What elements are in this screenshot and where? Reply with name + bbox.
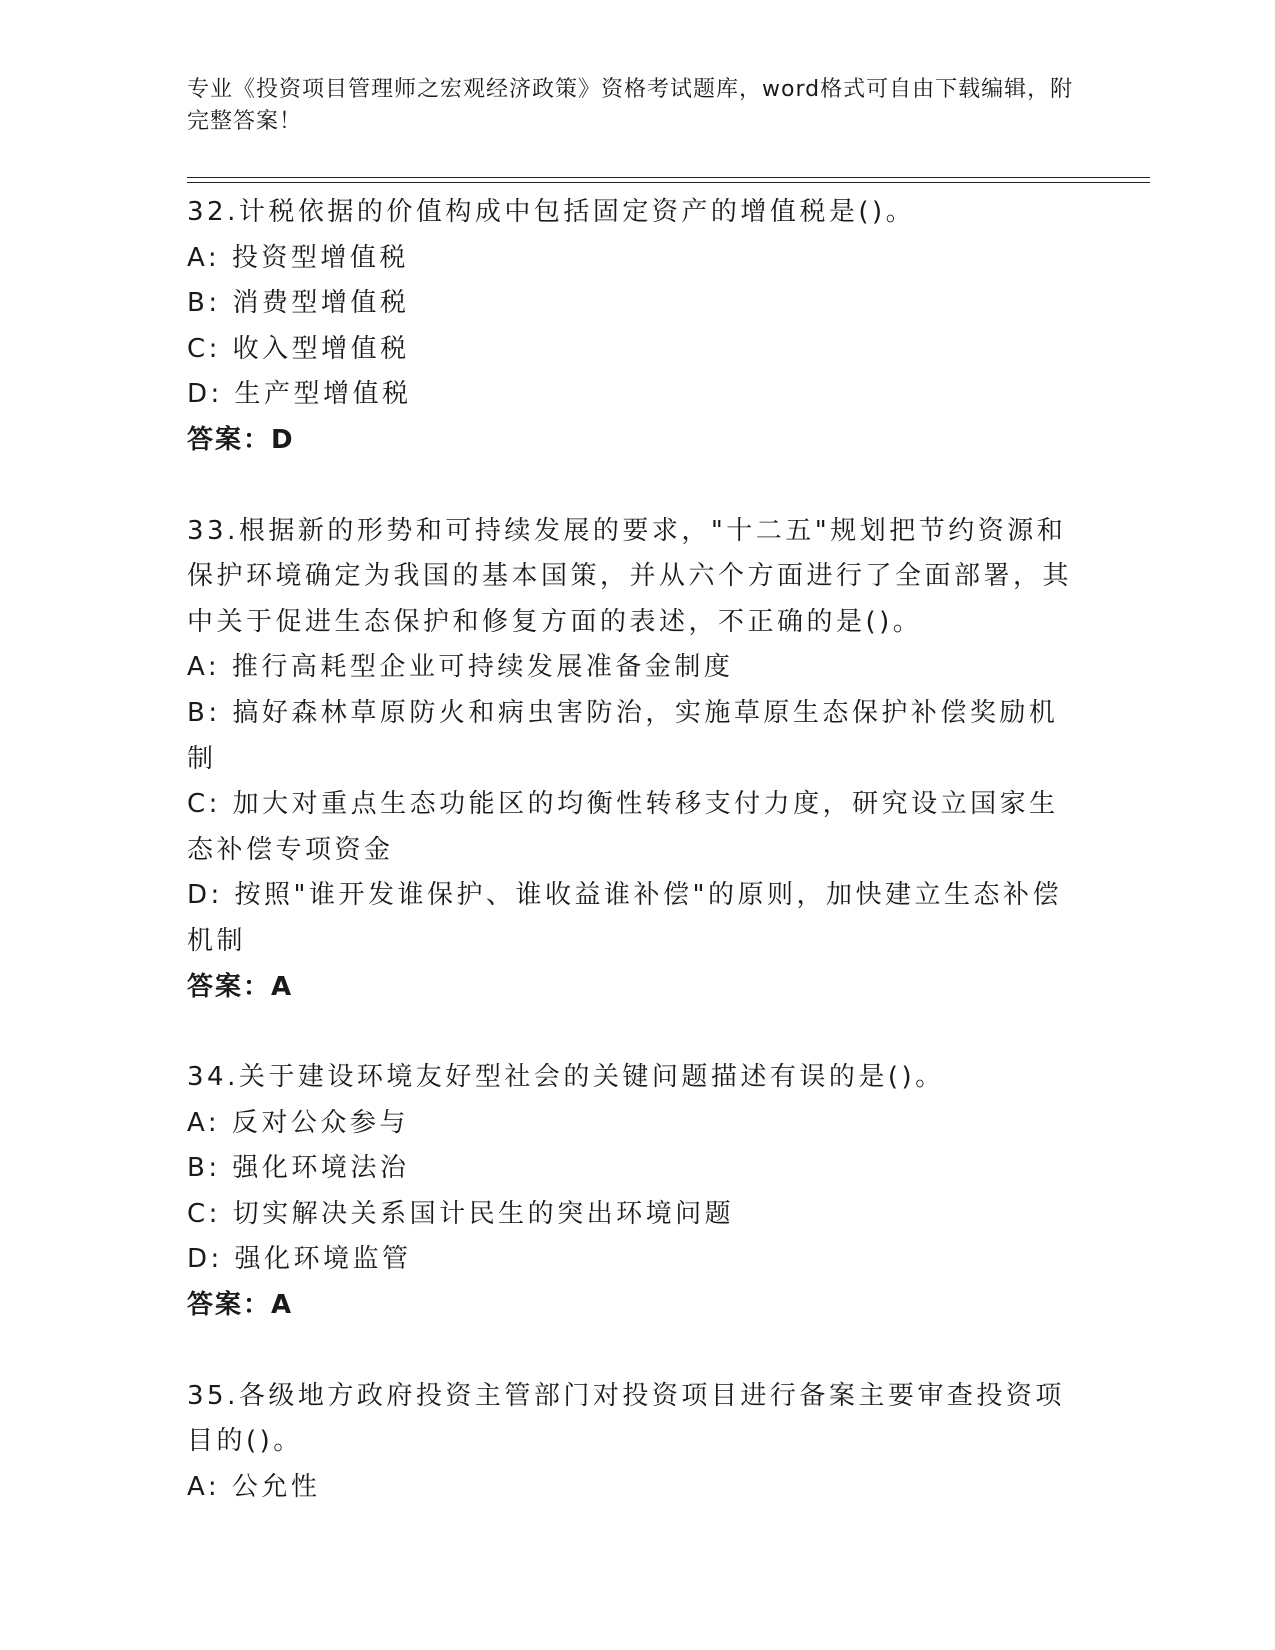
answer-label: 答案：D — [187, 424, 295, 455]
option-c: C: 切实解决关系国计民生的突出环境问题 — [187, 1198, 735, 1229]
option-d: D: 生产型增值税 — [187, 379, 412, 410]
option-a: A: 反对公众参与 — [187, 1107, 409, 1138]
question-stem: 33.根据新的形势和可持续发展的要求，"十二五"规划把节约资源和保护环境确定为我国的基本国策，并从六个方面进行了全面部署，其中关于促进生态保护和修复方面的表述，不正确的是()。 — [187, 515, 1073, 637]
option-a: A: 推行高耗型企业可持续发展准备金制度 — [187, 652, 734, 683]
header-divider-bottom — [187, 182, 1150, 183]
option-c: C: 加大对重点生态功能区的均衡性转移支付力度，研究设立国家生态补偿专项资金 — [187, 789, 1059, 865]
answer-label: 答案：A — [187, 971, 294, 1002]
question-33 — [187, 509, 1072, 1011]
question-stem: 35.各级地方政府投资主管部门对投资项目进行备案主要审查投资项目的()。 — [187, 1380, 1065, 1457]
option-b: B: 消费型增值税 — [187, 288, 410, 319]
question-32 — [187, 190, 1072, 464]
option-b: B: 强化环境法治 — [187, 1153, 410, 1184]
option-a: A: 公允性 — [187, 1471, 321, 1502]
question-34 — [187, 1055, 1072, 1329]
header-divider-top — [187, 177, 1150, 178]
question-stem: 32.计税依据的价值构成中包括固定资产的增值税是()。 — [187, 197, 916, 227]
answer-label: 答案：A — [187, 1290, 294, 1321]
option-c: C: 收入型增值税 — [187, 333, 410, 364]
option-d: D: 强化环境监管 — [187, 1244, 412, 1275]
option-b: B: 搞好森林草原防火和病虫害防治，实施草原生态保护补偿奖励机制 — [187, 697, 1059, 774]
option-a: A: 投资型增值税 — [187, 242, 409, 273]
option-d: D: 按照"谁开发谁保护、谁收益谁补偿"的原则，加快建立生态补偿机制 — [187, 880, 1062, 956]
question-stem: 34.关于建设环境友好型社会的关键问题描述有误的是()。 — [187, 1062, 945, 1093]
question-35 — [187, 1374, 1072, 1511]
question-list — [187, 190, 1072, 1555]
document-header: 专业《投资项目管理师之宏观经济政策》资格考试题库，word格式可自由下载编辑，附完整答案！ — [187, 77, 1074, 134]
